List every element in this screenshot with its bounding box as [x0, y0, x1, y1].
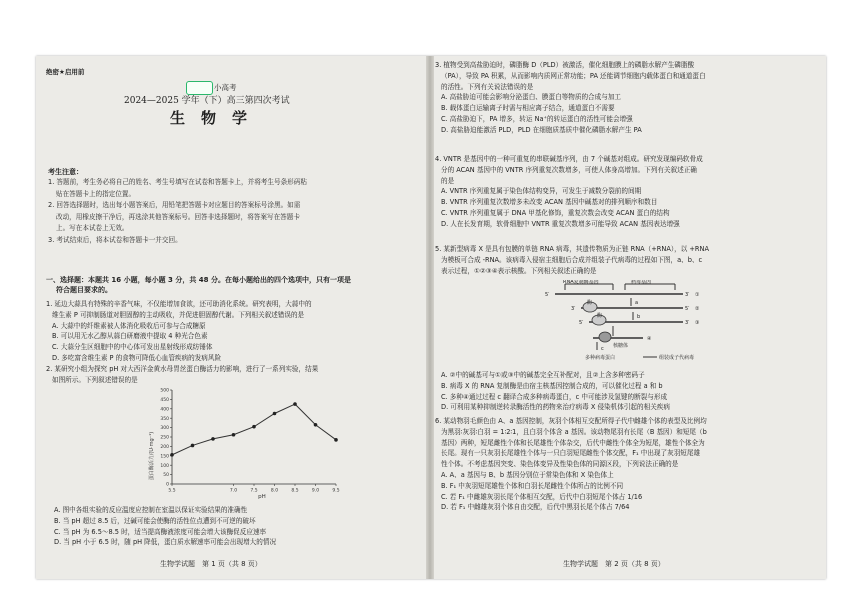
- x-axis-label: pH: [258, 494, 266, 500]
- strand-end-label: 5′: [545, 292, 550, 298]
- data-point: [334, 438, 338, 442]
- strand-end-label: 3′: [685, 320, 690, 326]
- option-b: B. 病毒 X 的 RNA 复制酶是由宿主核基因控制合成的，可以催化过程 a 和 b: [441, 381, 663, 390]
- option-b: B. VNTR 序列重复次数增多未改变 ACAN 基因中碱基对的排列顺序和数目: [441, 198, 658, 207]
- question-2-options: [54, 505, 276, 548]
- question-text: 5. 某新型病毒 X 是具有包膜的单链 RNA 病毒，其遗传物质为正链 RNA（+RNA），以 +RNA: [435, 245, 709, 253]
- question-4: [435, 154, 703, 230]
- option-b: B. 可以用无水乙醇从蒜白研磨液中提取 4 种光合色素: [52, 332, 208, 341]
- nucleic-acid-4: ④: [647, 336, 652, 342]
- many-proteins-label: 多种病毒蛋白: [585, 355, 616, 361]
- question-text: 的是: [441, 176, 455, 185]
- section-heading-cont: 符合题目要求的。: [56, 286, 112, 294]
- question-text: 4. VNTR 是基因中的一种可重复的串联碱基序列，由 7 个碱基对组成。研究发现编码软骨成: [435, 155, 703, 163]
- option-c: C. 高盐胁迫下，PA 增多，转运 Na⁺的转运蛋白的活性可能会增强: [441, 114, 633, 123]
- data-point: [170, 453, 174, 457]
- ribosome-label: 核糖体: [613, 343, 629, 349]
- strand-end-label: 5′: [579, 320, 584, 326]
- chart-axes: [172, 390, 336, 484]
- page-footer: 生物学试题 第 2 页（共 8 页）: [563, 560, 665, 568]
- question-text: 2. 某研究小组为探究 pH 对大西洋金黄水母胃丝蛋白酶活力的影响，进行了一系列实验，结果: [46, 365, 319, 373]
- question-5-options: [441, 370, 670, 413]
- strand-end-label: 3′: [685, 292, 690, 298]
- assembly-label: 组装成子代病毒: [659, 355, 695, 361]
- nucleic-acid-3: ③: [695, 320, 700, 326]
- x-tick-label: 5.5: [168, 488, 176, 494]
- option-a: A. 图中各组实验的反应温度应控制在室温以保证实验结果的准确性: [54, 506, 248, 514]
- data-point: [191, 444, 195, 448]
- question-text: （PA），导致 PA 积累，从而影响内质网正常功能；PA 还能调节细胞内载体蛋白和通道蛋白: [441, 71, 706, 80]
- option-d: D. 高盐胁迫能激活 PLD，PLD 在细胞质基质中催化磷脂水解产生 PA: [441, 125, 642, 134]
- data-point: [252, 425, 256, 429]
- question-2: [46, 364, 318, 386]
- question-5: [435, 244, 709, 276]
- x-tick-label: 8.5: [291, 488, 299, 494]
- x-tick-label: 9.5: [332, 488, 340, 494]
- option-c: C. 多种④通过过程 c 翻译合成多种病毒蛋白，c 中可能涉及氢键的断裂与形成: [441, 392, 668, 401]
- option-d: D. 可利用某种抑制逆转录酶活性的药物来治疗病毒 X 侵染机体引起的相关疾病: [441, 403, 670, 412]
- confidential-label: 绝密★启用前: [46, 68, 85, 76]
- option-d: D. 人在长发育期，软骨细胞中 VNTR 重复次数增多可能导致 ACAN 基因表达增强: [441, 219, 680, 228]
- virus-replication-diagram: [493, 280, 733, 370]
- y-axis-label: 蛋白酶活力/(U·mg⁻¹): [149, 431, 155, 481]
- option-d: D. 若 F₁ 中雌雄灰羽个体自由交配，后代中黑羽长尾个体占 7/64: [441, 503, 630, 512]
- notes-title: 考生注意：: [48, 168, 83, 176]
- question-text: 为黑羽∶灰羽∶白羽 = 1∶2∶1，且白羽个体含 a 基因。该动物尾羽有长尾（B 基因）和短尾（b: [441, 427, 707, 436]
- school-name-stamp: [186, 81, 213, 95]
- activity-line: [172, 404, 336, 455]
- x-tick-label: 9.0: [311, 488, 320, 494]
- note-line: 上。写在本试卷上无效。: [56, 224, 129, 232]
- section-heading: 一、选择题：本题共 16 小题，每小题 3 分，共 48 分。在每小题给出的四个选项中，只有一项是: [46, 276, 351, 284]
- option-c: C. VNTR 序列重复属于 DNA 甲基化修饰，重复次数会改变 ACAN 蛋白的结构: [441, 208, 670, 217]
- viral-gene-label: 病毒基因: [631, 280, 652, 285]
- process-a-label: a: [635, 300, 639, 306]
- question-6: [435, 416, 707, 513]
- question-text: 3. 植物受到高盐胁迫时，磷脂酶 D（PLD）被激活，催化细胞膜上的磷脂水解产生磷脂酸: [435, 61, 695, 69]
- option-a: A. 大蒜中的纤维素被人体消化吸收后可参与合成糖原: [52, 321, 206, 330]
- data-point: [211, 437, 215, 441]
- option-d: D. 当 pH 小于 6.5 时，随 pH 降低，蛋白质水解速率可能会出现增大的情况: [54, 538, 277, 547]
- y-tick-label: 0: [166, 482, 169, 488]
- question-text: 性个体。不考虑基因突变、染色体变异及性染色体的同源区段，下列说法正确的是: [441, 460, 679, 469]
- y-tick-label: 100: [160, 463, 169, 469]
- question-1: [46, 299, 312, 364]
- rdrp-gene-label: RNA复制酶基因: [563, 280, 599, 285]
- question-text: 长尾。现有一只灰羽长尾雄性个体与一只白羽短尾雌性个体交配，F₁ 中出现了灰羽短尾雄: [441, 449, 701, 458]
- question-3: [435, 60, 706, 136]
- data-point: [293, 402, 297, 406]
- note-line: 3. 考试结束后，将本试卷和答题卡一并交回。: [48, 235, 182, 244]
- y-tick-label: 300: [160, 426, 169, 432]
- question-text: 分的 ACAN 基因中的 VNTR 序列重复次数增多，可使人体身高增加。下列有关叙述正确: [441, 165, 697, 174]
- question-text: 如图所示。下列叙述错误的是: [52, 375, 138, 384]
- question-text: 表示过程，①②③④表示核酸。下列相关叙述正确的是: [441, 266, 597, 275]
- option-a: A. 高盐胁迫可能会影响分泌蛋白、膜蛋白等物质的合成与加工: [441, 93, 622, 102]
- option-c: C. 大蒜分生区细胞中的中心体可发出星射线形成纺锤体: [52, 343, 213, 352]
- y-tick-label: 250: [160, 435, 169, 441]
- chart-points: [170, 402, 338, 456]
- question-text: 维生素 P 可抑制肠道对胆固醇的主动吸收，并促进胆固醇代谢。下列相关叙述错误的是: [52, 310, 305, 319]
- option-b: B. 载体蛋白运输离子时需与相应离子结合，通道蛋白不需要: [441, 104, 615, 113]
- scanned-exam-spread: [36, 56, 826, 579]
- y-tick-label: 350: [160, 416, 169, 422]
- page-footer: 生物学试题 第 1 页（共 8 页）: [160, 560, 262, 568]
- option-c: C. 若 F₁ 中雌雄灰羽长尾个体相互交配，后代中白羽短尾个体占 1/16: [441, 492, 643, 501]
- exam-page-2: [433, 56, 826, 579]
- school-suffix: 小高考: [214, 83, 237, 92]
- x-tick-label: 7.0: [229, 488, 238, 494]
- exam-page-1: [36, 56, 428, 579]
- chart-ticks: [160, 388, 339, 494]
- question-text: 1. 延边大蒜具有特殊的辛香气味，不仅能增加食欲，还可助消化系统。研究表明，大蒜中的: [46, 300, 312, 308]
- nucleic-acid-2: ②: [695, 306, 700, 312]
- data-point: [232, 433, 236, 437]
- strand-end-label: 5′: [685, 306, 690, 312]
- note-line: 贴在答题卡上的指定位置。: [56, 189, 136, 198]
- option-c: C. 当 pH 为 6.5～8.5 时，适当提高酶液浓度可能会增大该酶促反应速率: [54, 527, 267, 536]
- exam-notes: [48, 177, 398, 246]
- y-tick-label: 400: [160, 407, 169, 413]
- y-tick-label: 150: [160, 454, 169, 460]
- y-tick-label: 450: [160, 398, 169, 403]
- option-b: B. 当 pH 超过 8.5 后，过碱可能会使酶的活性位点遭到不可逆的破坏: [54, 516, 256, 525]
- process-b-label: b: [637, 314, 641, 320]
- x-tick-label: 7.5: [250, 488, 258, 494]
- exam-title: 2024—2025 学年（下）高三第四次考试: [124, 96, 290, 106]
- question-text: 6. 某动物羽毛颜色由 A、a 基因控制，灰羽个体相互交配所得子代中雌雄个体的表型及比例均: [435, 417, 707, 425]
- y-tick-label: 50: [163, 473, 169, 479]
- question-text: 基因）两种，短尾雌性个体和长尾雄性个体杂交，后代中雌性个体全为短尾，雄性个体全为: [441, 438, 705, 447]
- enzyme-label: 酶: [597, 313, 603, 319]
- enzyme-activity-chart: [144, 384, 344, 500]
- subject-title: 生物学: [170, 109, 264, 127]
- option-a: A. ②中的碱基可与①或③中的碱基完全互补配对，且②上含多种密码子: [441, 371, 645, 379]
- note-line: 1. 答题前，考生务必将自己的姓名、考生号填写在试卷和答题卡上，并将考生号条形码粘: [48, 178, 307, 186]
- option-d: D. 多吃富含维生素 P 的食物可降低心血管疾病的发病风险: [52, 353, 222, 362]
- y-tick-label: 200: [160, 445, 169, 450]
- strand-end-label: 3′: [571, 306, 576, 312]
- process-c-label: c: [601, 346, 604, 352]
- enzyme-label: 酶: [587, 300, 593, 306]
- x-tick-label: 8.0: [270, 488, 279, 494]
- option-b: B. F₁ 中灰羽短尾雄性个体和白羽长尾雌性个体所占的比例不同: [441, 481, 624, 490]
- data-point: [273, 412, 277, 416]
- question-text: 的活性。下列有关说法错误的是: [441, 82, 534, 91]
- nucleic-acid-1: ①: [695, 292, 700, 298]
- note-line: 2. 回答选择题时，选出每小题答案后，用铅笔把答题卡对应题目的答案标号涂黑。如需: [48, 201, 301, 209]
- data-point: [314, 423, 318, 427]
- option-a: A. VNTR 序列重复属于染色体结构变异，可发生于减数分裂前的间期: [441, 187, 642, 196]
- question-text: 为模板可合成 -RNA。该病毒入侵宿主细胞后合成并组装子代病毒的过程如下图，a、b、c: [441, 255, 703, 264]
- option-a: A. A、a 基因与 B、b 基因分别位于常染色体和 X 染色体上: [441, 470, 614, 479]
- y-tick-label: 500: [160, 388, 169, 394]
- note-line: 改动，用橡皮擦干净后，再选涂其他答案标号。回答非选择题时，将答案写在答题卡: [56, 212, 300, 221]
